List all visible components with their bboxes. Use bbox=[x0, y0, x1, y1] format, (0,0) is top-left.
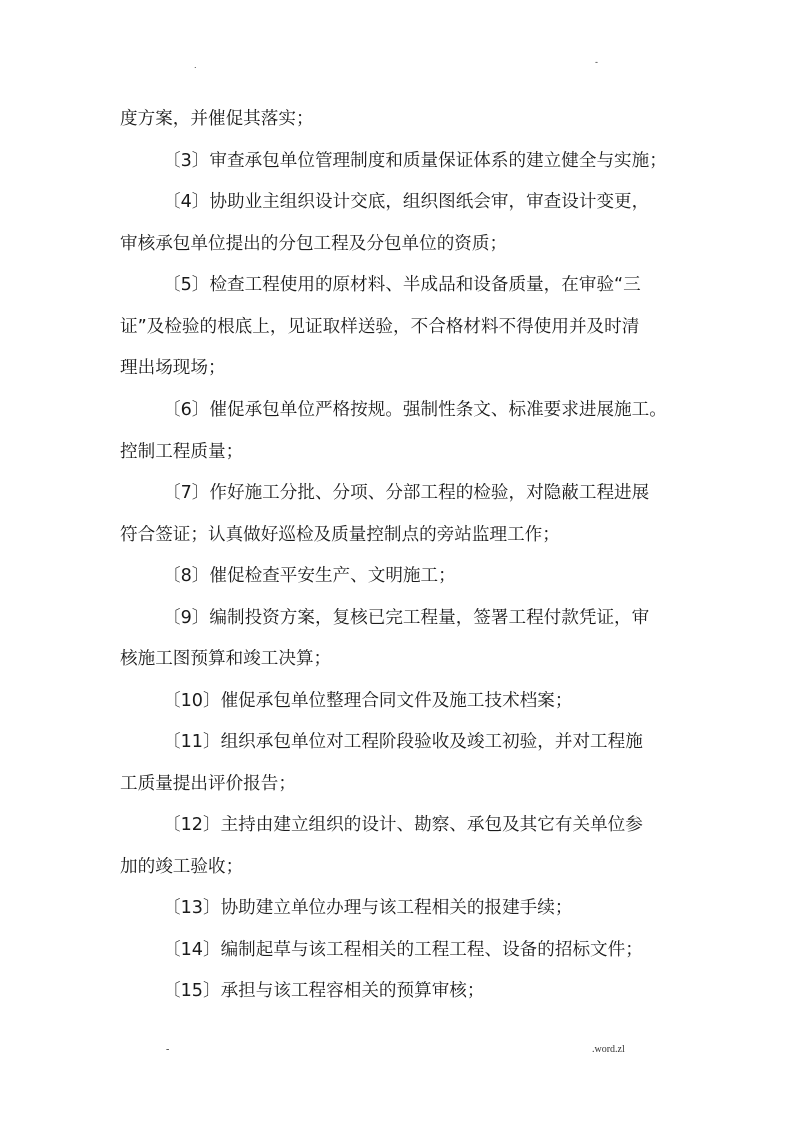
header-right-mark: - bbox=[595, 57, 598, 67]
text-line: 〔3〕审查承包单位管理制度和质量保证体系的建立健全与实施； bbox=[163, 151, 667, 171]
footer-left-mark: - bbox=[166, 1044, 170, 1055]
text-line: 〔5〕检查工程使用的原材料、半成品和设备质量，在审验“三 bbox=[163, 275, 641, 295]
text-line: 〔10〕催促承包单位整理合同文件及施工技术档案； bbox=[163, 691, 573, 711]
header-left-mark: . bbox=[194, 60, 197, 70]
text-line: 〔13〕协助建立单位办理与该工程相关的报建手续； bbox=[163, 898, 573, 918]
text-line: 符合签证；认真做好巡检及质量控制点的旁站监理工作； bbox=[120, 525, 560, 545]
text-line: 〔11〕组织承包单位对工程阶段验收及竣工初验，并对工程施 bbox=[163, 732, 643, 752]
text-line: 〔12〕主持由建立组织的设计、勘察、承包及其它有关单位参 bbox=[163, 815, 643, 835]
footer-watermark-text: .word.zl bbox=[592, 1044, 625, 1055]
text-line: 〔15〕承担与该工程容相关的预算审核； bbox=[163, 981, 485, 1001]
text-line: 〔8〕催促检查平安生产、文明施工； bbox=[163, 566, 456, 586]
text-line: 审核承包单位提出的分包工程及分包单位的资质； bbox=[120, 234, 508, 254]
text-line: 理出场现场； bbox=[120, 358, 226, 378]
text-line: 证”及检验的根底上，见证取样送验，不合格材料不得使用并及时清 bbox=[120, 317, 640, 337]
text-line: 〔9〕编制投资方案，复核已完工程量，签署工程付款凭证，审 bbox=[163, 608, 650, 628]
text-line: 度方案，并催促其落实； bbox=[120, 109, 314, 129]
text-line: 〔14〕编制起草与该工程相关的工程工程、设备的招标文件； bbox=[163, 940, 643, 960]
text-line: 控制工程质量； bbox=[120, 442, 244, 462]
text-line: 核施工图预算和竣工决算； bbox=[120, 649, 332, 669]
text-line: 加的竣工验收； bbox=[120, 857, 244, 877]
text-line: 〔4〕协助业主组织设计交底，组织图纸会审，审查设计变更， bbox=[163, 192, 650, 212]
text-line: 工质量提出评价报告； bbox=[120, 774, 296, 794]
text-line: 〔6〕催促承包单位严格按规。强制性条文、标准要求进展施工。 bbox=[163, 400, 667, 420]
text-line: 〔7〕作好施工分批、分项、分部工程的检验，对隐蔽工程进展 bbox=[163, 483, 650, 503]
